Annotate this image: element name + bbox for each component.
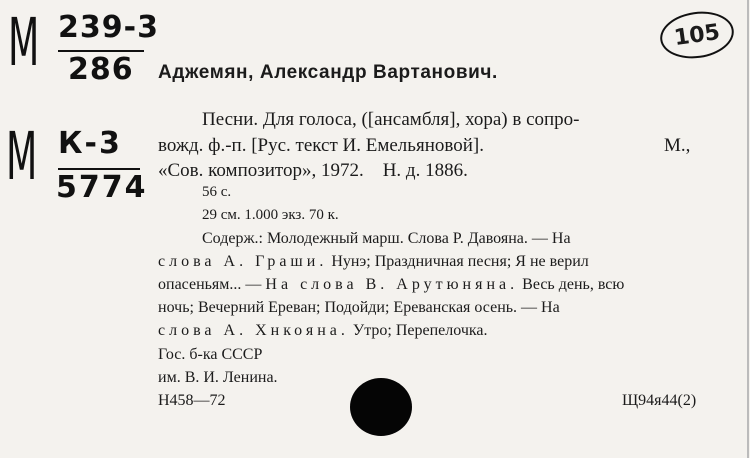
- publication-place: М.,: [664, 135, 691, 156]
- contents-line-5: [158, 322, 488, 340]
- library-name-line-2: им. В. И. Ленина.: [158, 369, 278, 386]
- contents-spaced-text: слова А. Граши.: [158, 253, 328, 270]
- handwritten-letter-top: М: [8, 4, 39, 81]
- contents-line-4: ночь; Вечерний Ереван; Подойди; Ереванская осень. — На: [158, 299, 560, 316]
- handwritten-letter-bottom: М: [6, 118, 38, 195]
- library-name-line-1: Гос. б-ка СССР: [158, 346, 263, 363]
- shelf-mark: Щ94я44(2): [622, 392, 697, 409]
- title-line-2: вожд. ф.-п. [Рус. текст И. Емельяновой].: [158, 135, 484, 156]
- call-number-top-upper: 239-3: [58, 10, 159, 45]
- contents-text: опасеньям... —: [158, 276, 262, 293]
- punch-hole: [350, 378, 412, 436]
- contents-text: Нунэ; Праздничная песня; Я не верил: [331, 253, 589, 270]
- call-number-bottom-lower: 5774: [56, 170, 148, 205]
- contents-text: Утро; Перепелочка.: [352, 322, 488, 339]
- contents-spaced-text: слова А. Хнкояна.: [158, 322, 349, 339]
- contents-line-1: Содерж.: Молодежный марш. Слова Р. Давояна. — На: [202, 230, 571, 247]
- card-edge: [747, 0, 749, 458]
- call-number-bottom-upper: К-3: [58, 126, 122, 161]
- page-count: 56 с.: [202, 184, 232, 200]
- contents-text: Весь день, всю: [522, 276, 625, 293]
- title-line-3: «Сов. композитор», 1972. Н. д. 1886.: [158, 160, 468, 181]
- contents-spaced-text: На слова В. Арутюняна.: [265, 276, 519, 293]
- contents-line-3: [158, 276, 624, 294]
- card-code: Н458—72: [158, 392, 226, 409]
- author-heading: Аджемян, Александр Вартанович.: [158, 62, 498, 83]
- size-and-print-run: 29 см. 1.000 экз. 70 к.: [202, 207, 339, 223]
- contents-line-2: [158, 253, 589, 271]
- page-number-circled: 105: [657, 7, 737, 63]
- call-number-top-lower: 286: [68, 52, 134, 87]
- title-line-1: Песни. Для голоса, ([ансамбля], хора) в сопро-: [202, 109, 580, 130]
